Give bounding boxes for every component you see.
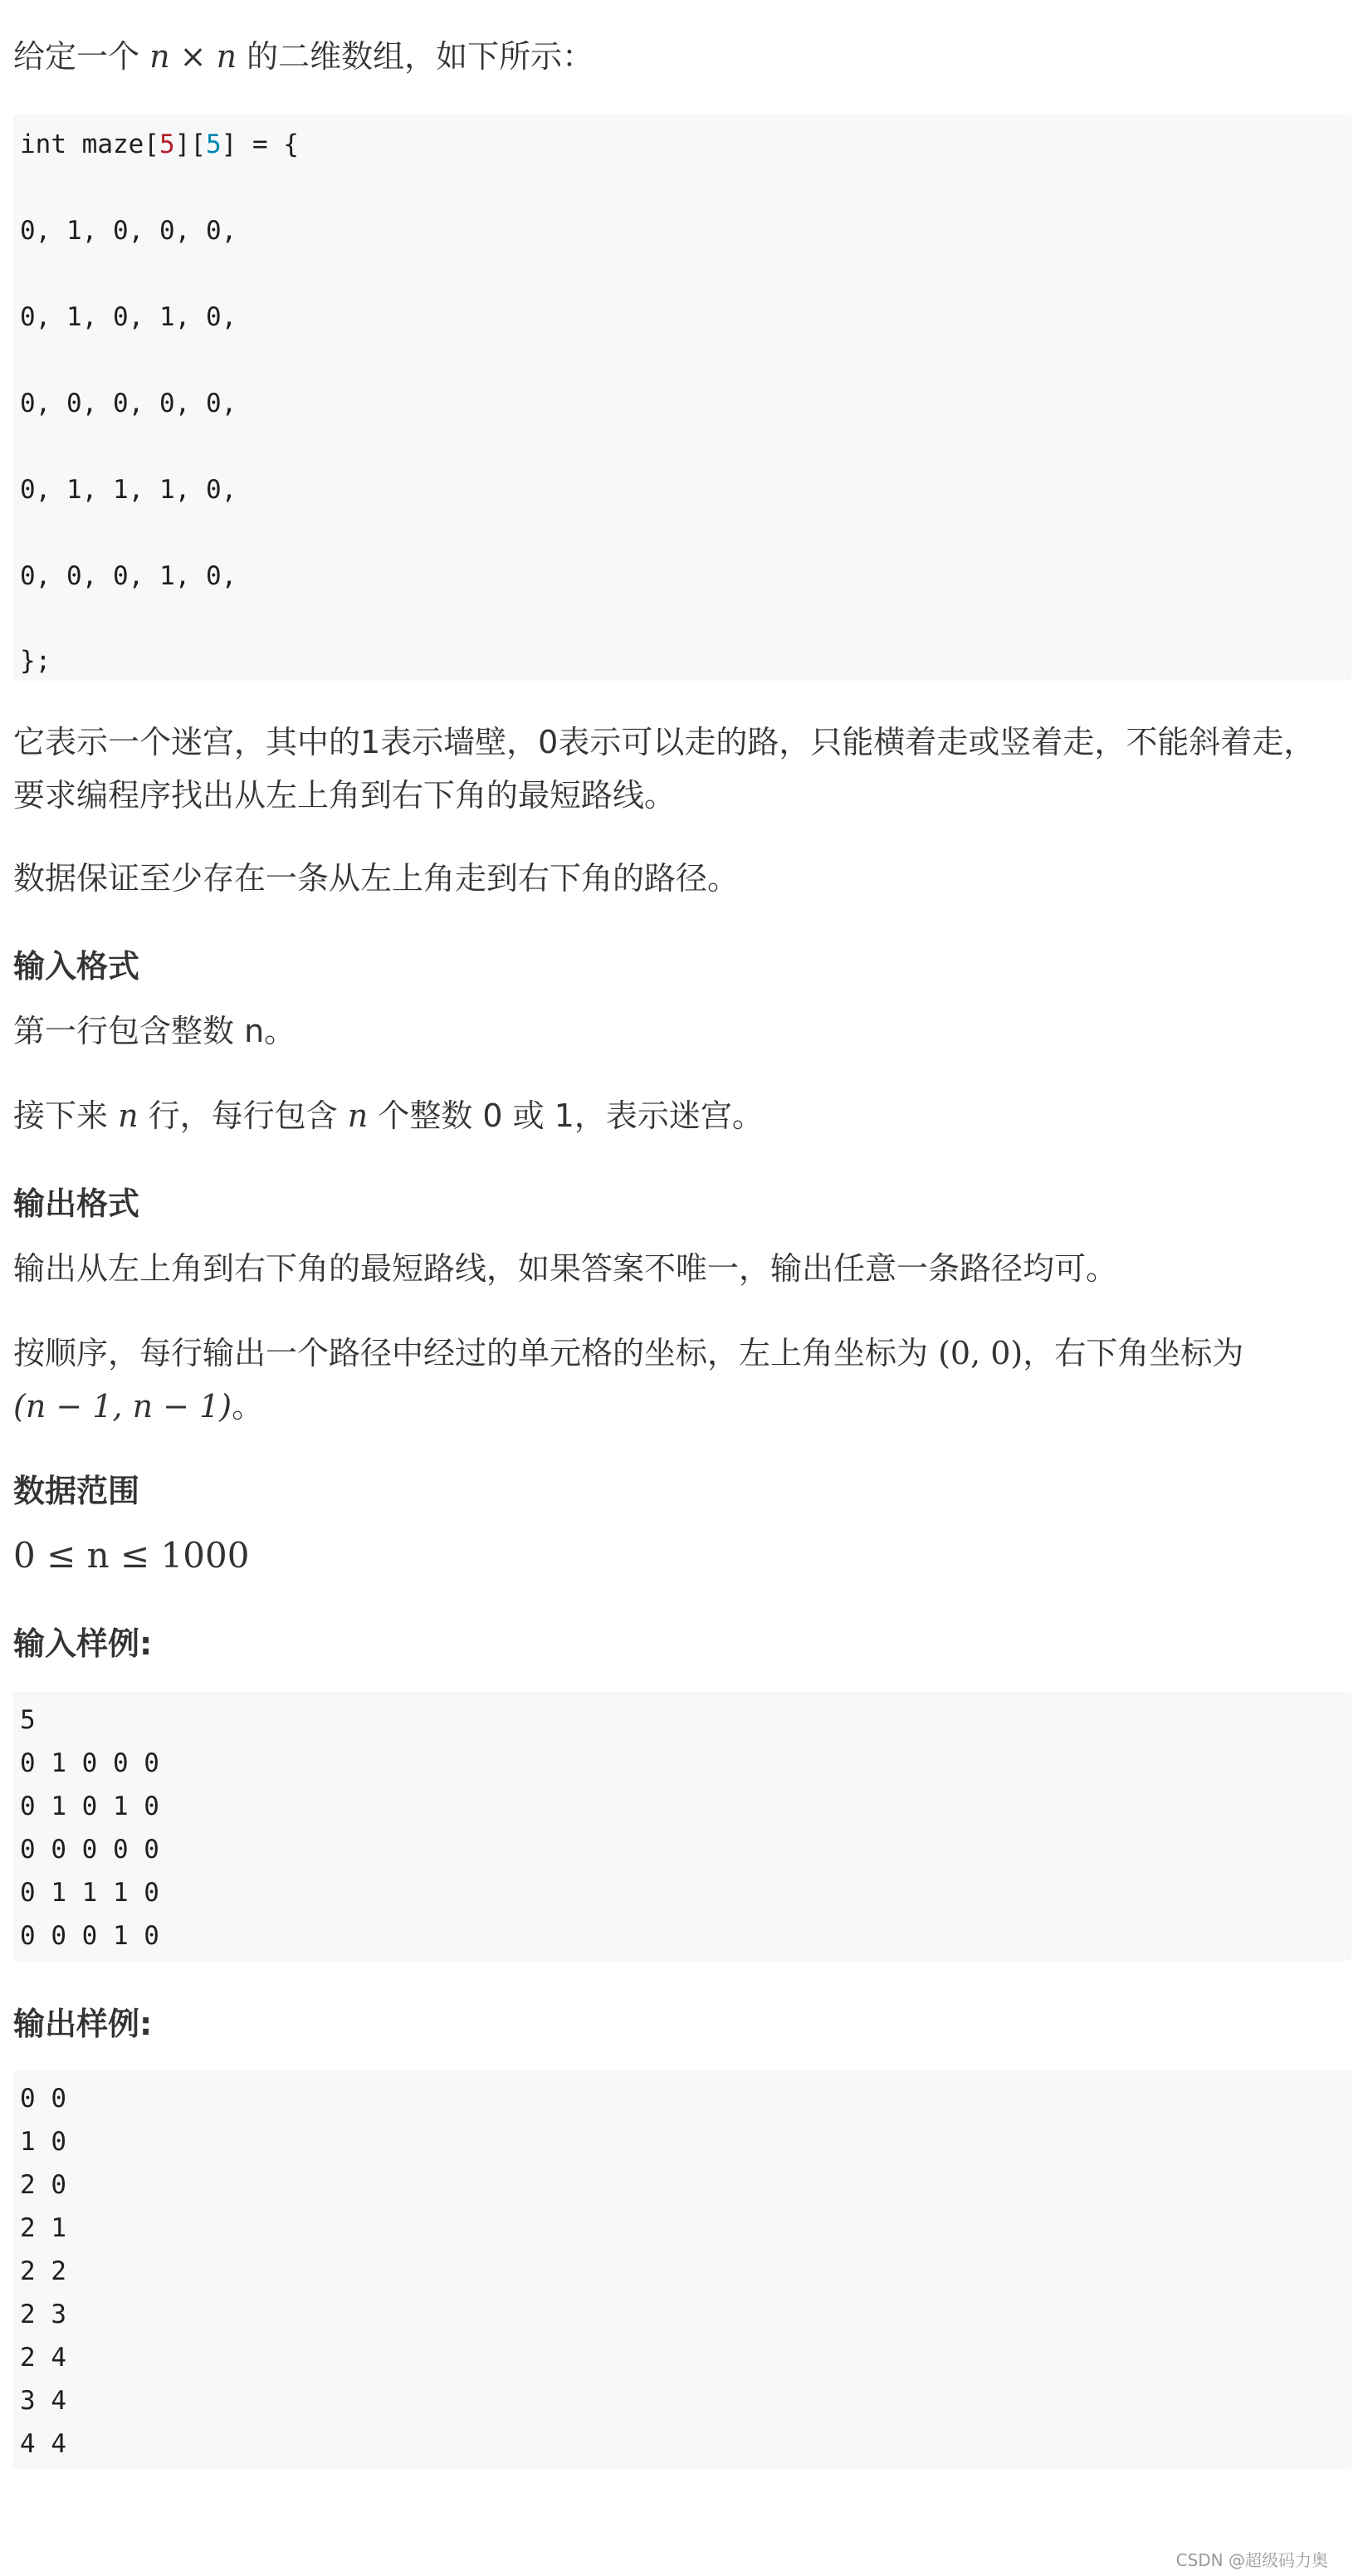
decl-mid: ][ xyxy=(174,130,206,159)
decl-dim1: 5 xyxy=(159,130,175,159)
description-1: 它表示一个迷宫，其中的1表示墙壁，0表示可以走的路，只能横着走或竖着走，不能斜着走，要求编程序找出从左上角到右下角的最短路线。 xyxy=(13,724,1316,814)
maze-row: 0, 0, 0, 1, 0, xyxy=(20,561,237,591)
sample-output-line: 2 3 xyxy=(20,2300,66,2329)
maze-row: 0, 1, 1, 1, 0, xyxy=(20,475,237,505)
maze-closing: }; xyxy=(20,646,51,676)
output-format-line2 xyxy=(13,1327,1341,1433)
output-format-heading: 输出格式 xyxy=(13,1185,140,1222)
sample-output-line: 2 0 xyxy=(20,2170,66,2200)
output-line2-mid: ，右下角坐标为 xyxy=(1023,1335,1244,1371)
sample-input-line: 5 xyxy=(20,1705,36,1735)
input-line2-before: 接下来 xyxy=(13,1097,119,1134)
sample-input-line: 0 0 0 0 0 xyxy=(20,1835,159,1865)
range-formula: 0 ≤ n ≤ 1000 xyxy=(13,1535,250,1576)
sample-input-line: 0 1 1 1 0 xyxy=(20,1878,159,1908)
input-format-line1: 第一行包含整数 n。 xyxy=(13,1013,296,1049)
output-line2-before: 按顺序，每行输出一个路径中经过的单元格的坐标，左上角坐标为 xyxy=(13,1335,939,1371)
maze-row: 0, 1, 0, 1, 0, xyxy=(20,302,237,332)
intro-before: 给定一个 xyxy=(13,38,150,75)
sample-output-line: 0 0 xyxy=(20,2084,66,2114)
sample-input-line: 0 1 0 0 0 xyxy=(20,1748,159,1778)
input-line2-math: n xyxy=(118,1097,139,1134)
decl-dim2: 5 xyxy=(205,130,222,159)
intro-text xyxy=(13,30,594,83)
sample-output-line: 4 4 xyxy=(20,2429,66,2459)
input-line2-after: 个整数 0 或 1，表示迷宫。 xyxy=(368,1097,764,1134)
sample-input-block xyxy=(13,1692,1351,1961)
input-line2-mid: 行，每行包含 xyxy=(138,1097,348,1134)
input-format-line2 xyxy=(13,1089,764,1142)
decl-prefix: int maze[ xyxy=(20,130,159,159)
description-2: 数据保证至少存在一条从左上角走到右下角的路径。 xyxy=(13,860,740,897)
sample-output-line: 2 4 xyxy=(20,2343,66,2373)
sample-output-line: 3 4 xyxy=(20,2386,66,2416)
output-line2-after: 。 xyxy=(232,1388,264,1425)
sample-input-heading: 输入样例: xyxy=(13,1625,153,1662)
sample-output-line: 2 1 xyxy=(20,2213,66,2243)
maze-code-block xyxy=(13,115,1351,681)
intro-math: n × n xyxy=(149,38,237,75)
sample-output-line: 1 0 xyxy=(20,2127,66,2157)
range-heading: 数据范围 xyxy=(13,1473,140,1509)
output-line2-math1: (0, 0) xyxy=(938,1335,1023,1371)
sample-output-heading: 输出样例: xyxy=(13,2006,153,2042)
watermark: CSDN @超级码力奥 xyxy=(1175,2550,1328,2570)
output-format-line1: 输出从左上角到右下角的最短路线，如果答案不唯一，输出任意一条路径均可。 xyxy=(13,1250,1118,1287)
decl-suffix: ] = { xyxy=(221,130,299,159)
intro-after: 的二维数组，如下所示： xyxy=(237,38,594,75)
sample-output-block xyxy=(13,2070,1351,2469)
sample-input-line: 0 1 0 1 0 xyxy=(20,1791,159,1821)
sample-input-line: 0 0 0 1 0 xyxy=(20,1921,159,1951)
maze-row: 0, 0, 0, 0, 0, xyxy=(20,389,237,418)
input-line2-math2: n xyxy=(347,1097,369,1134)
output-line2-math2: (n − 1, n − 1) xyxy=(13,1388,232,1425)
sample-output-line: 2 2 xyxy=(20,2256,66,2286)
maze-row: 0, 1, 0, 0, 0, xyxy=(20,216,237,246)
maze-decl xyxy=(20,130,299,159)
input-format-heading: 输入格式 xyxy=(13,948,140,985)
